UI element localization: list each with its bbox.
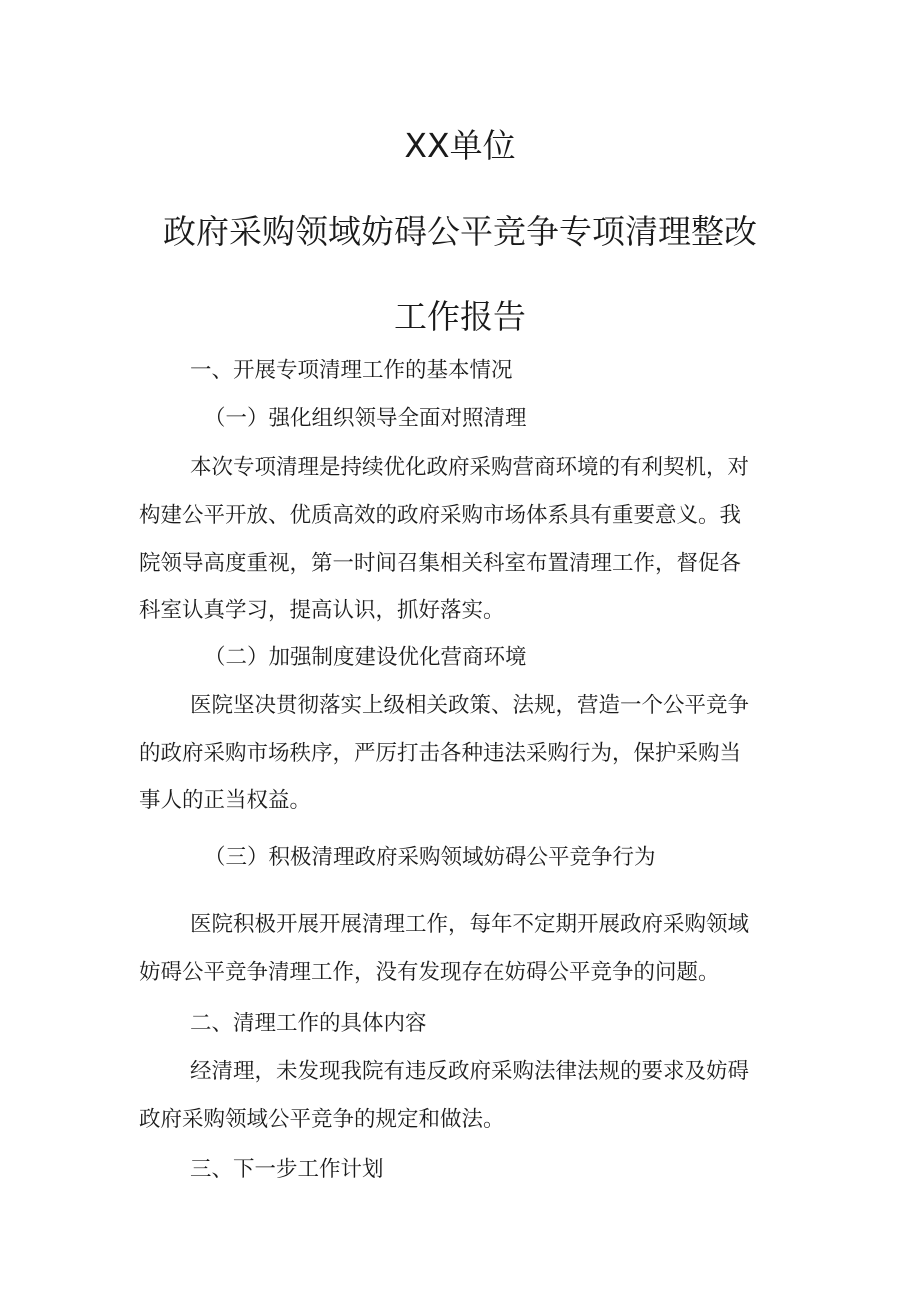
document-title-unit: XX单位 [404, 126, 516, 165]
paragraph-line: 科室认真学习，提高认识，抓好落实。 [139, 598, 505, 623]
paragraph-line: 医院积极开展开展清理工作，每年不定期开展政府采购领域 [190, 912, 750, 937]
section-2-heading: 二、清理工作的具体内容 [190, 1011, 427, 1036]
paragraph-line: 经清理，未发现我院有违反政府采购法律法规的要求及妨碍 [190, 1059, 750, 1084]
subsection-1-heading: （一）强化组织领导全面对照清理 [204, 406, 527, 431]
document-title-main: 政府采购领域妨碍公平竞争专项清理整改 [163, 212, 757, 251]
section-1-heading: 一、开展专项清理工作的基本情况 [190, 358, 513, 383]
paragraph-line: 本次专项清理是持续优化政府采购营商环境的有利契机，对 [190, 455, 750, 480]
paragraph-line: 事人的正当权益。 [139, 788, 312, 813]
section-3-heading: 三、下一步工作计划 [190, 1157, 384, 1182]
paragraph-line: 院领导高度重视，第一时间召集相关科室布置清理工作，督促各 [139, 551, 742, 576]
document-title-sub: 工作报告 [394, 297, 526, 336]
subsection-2-heading: （二）加强制度建设优化营商环境 [204, 645, 527, 670]
paragraph-line: 构建公平开放、优质高效的政府采购市场体系具有重要意义。我 [139, 503, 742, 528]
paragraph-line: 医院坚决贯彻落实上级相关政策、法规，营造一个公平竞争 [190, 693, 750, 718]
paragraph-line: 的政府采购市场秩序，严厉打击各种违法采购行为，保护采购当 [139, 741, 742, 766]
paragraph-line: 政府采购领域公平竞争的规定和做法。 [139, 1107, 505, 1132]
paragraph-line: 妨碍公平竞争清理工作，没有发现存在妨碍公平竞争的问题。 [139, 960, 720, 985]
subsection-3-heading: （三）积极清理政府采购领域妨碍公平竞争行为 [204, 845, 656, 870]
